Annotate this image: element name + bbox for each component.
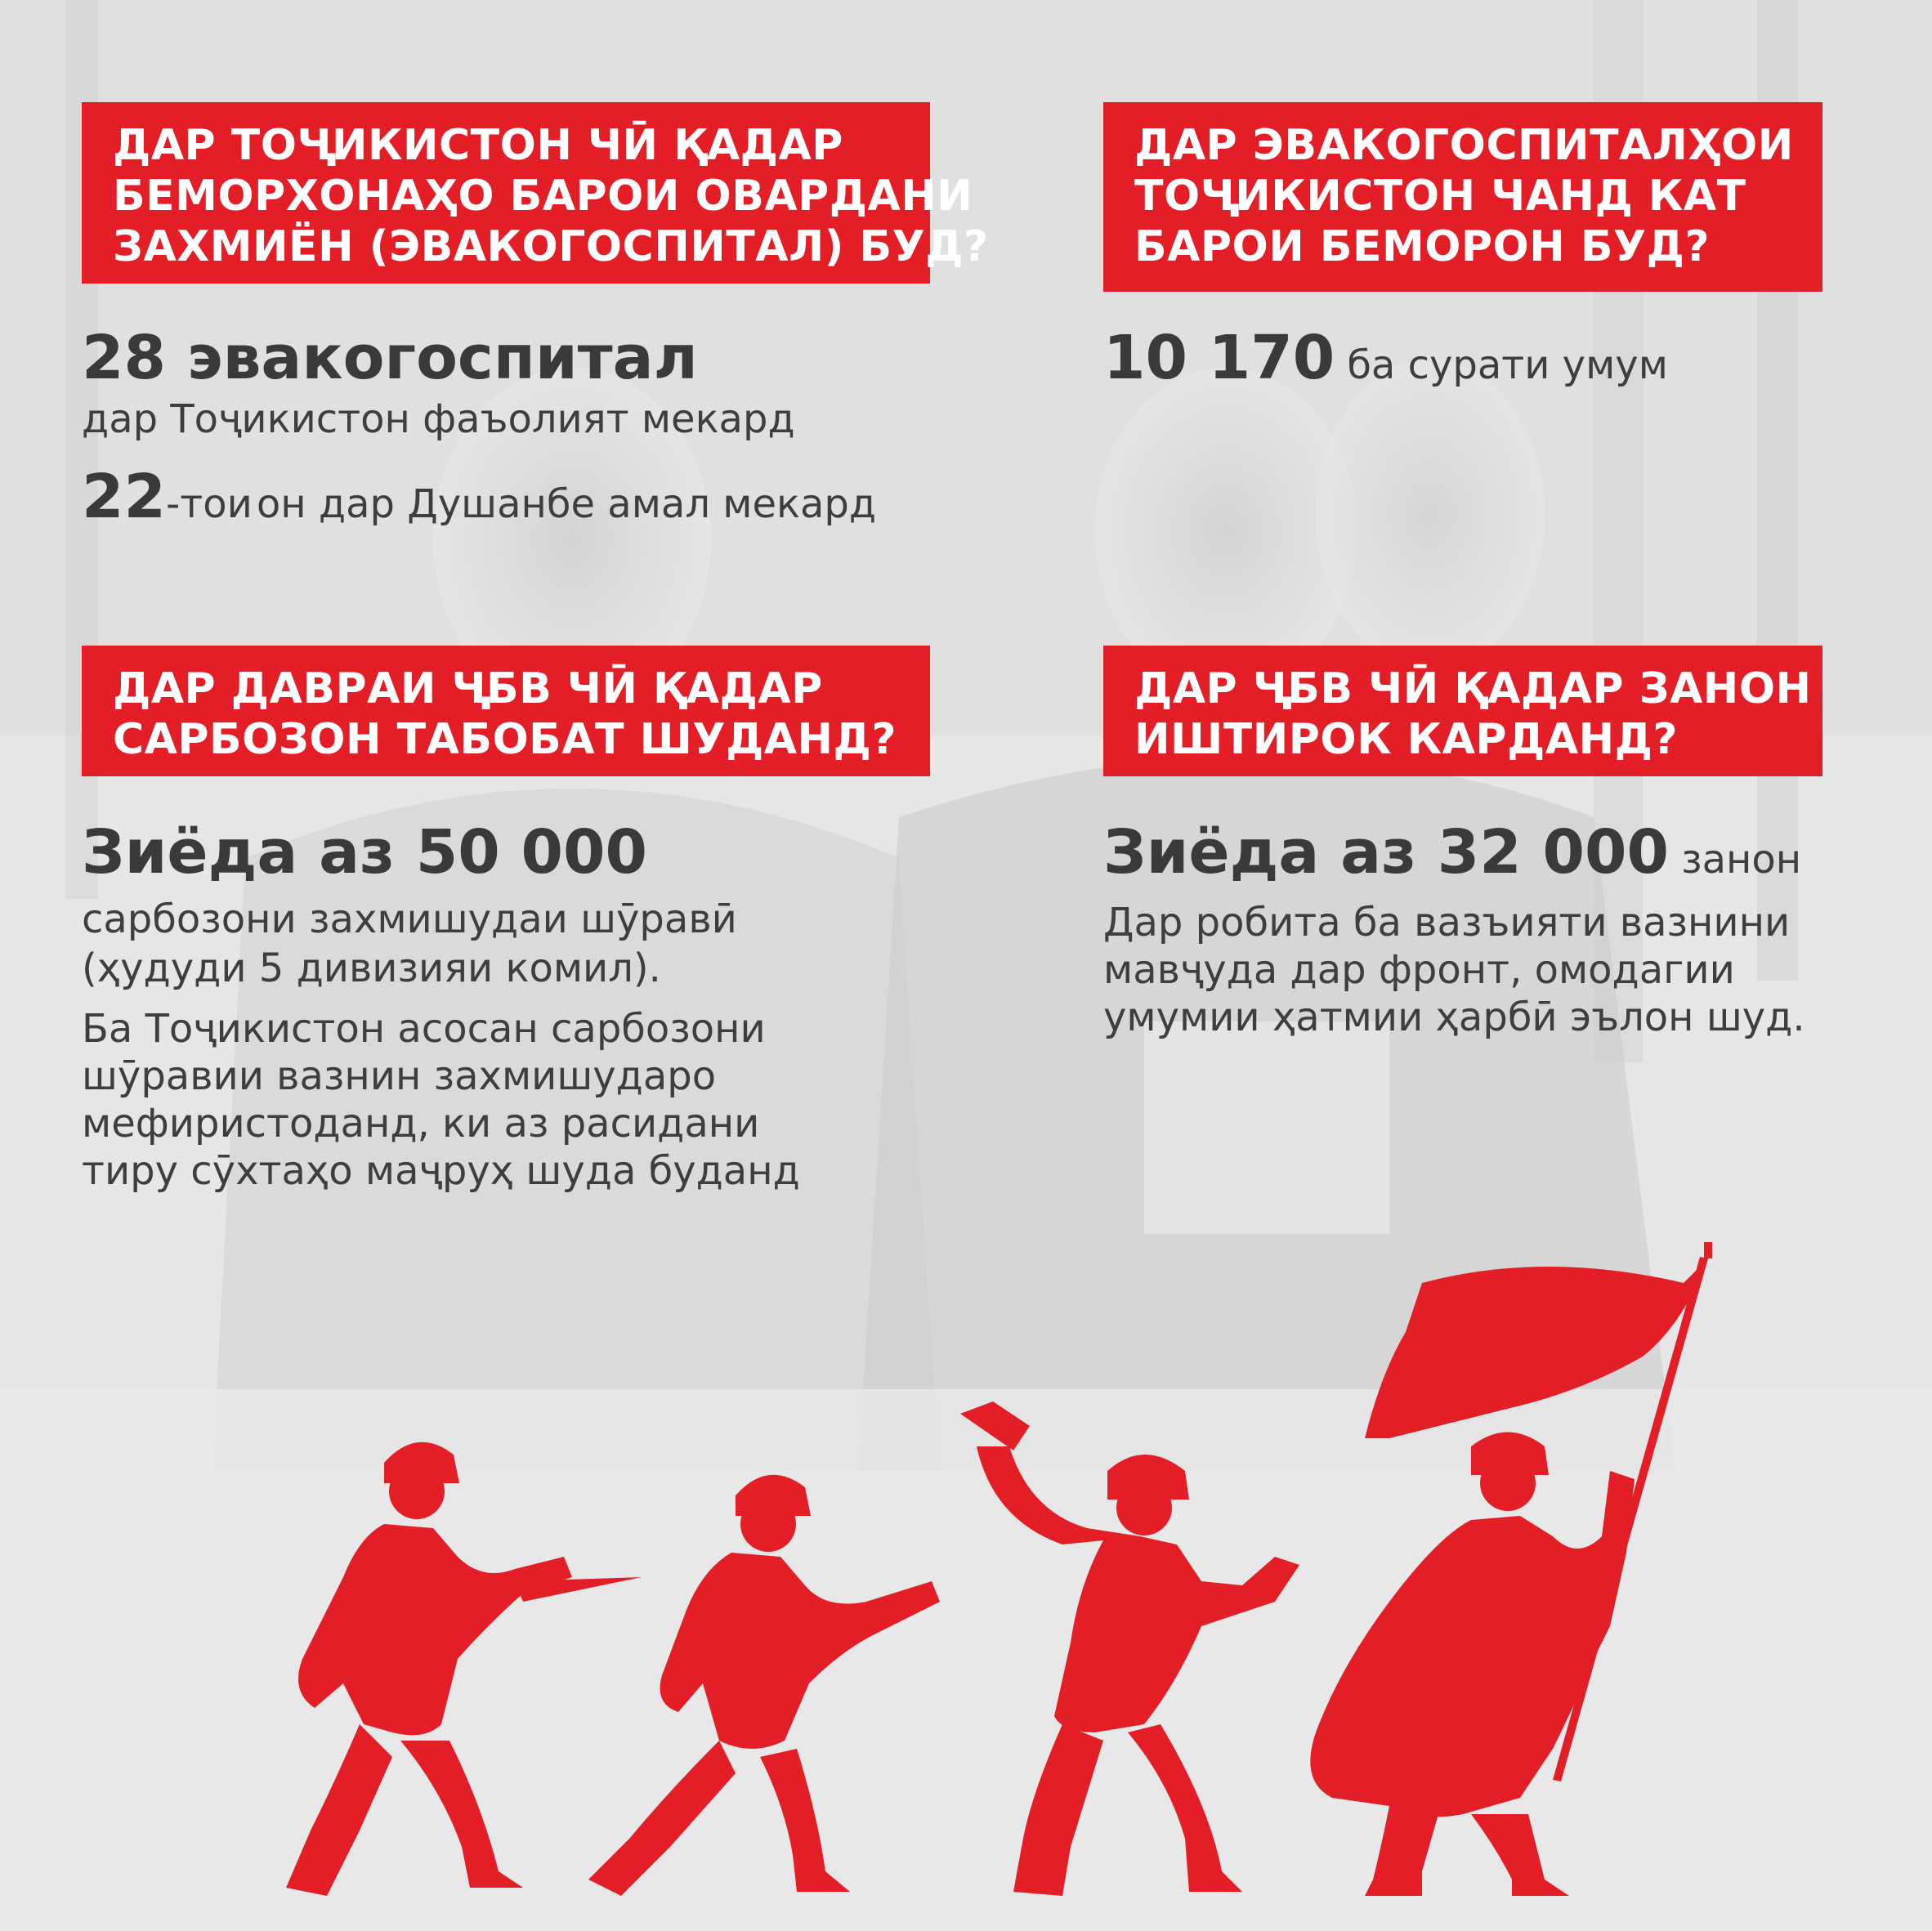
question-line: САРБОЗОН ТАБОБАТ ШУДАНД?: [113, 715, 897, 764]
sub-line: (ҳудуди 5 дивизияи комил).: [82, 945, 661, 991]
question-line: ИШТИРОК КАРДАНД?: [1134, 715, 1679, 764]
question-line: ДАР ЭВАКОГОСПИТАЛҲОИ: [1134, 121, 1794, 170]
detail-line: шӯравии вазнин захмишударо: [82, 1053, 717, 1099]
detail-line: мефиристоданд, ки аз расидани: [82, 1101, 760, 1147]
question-line: ДАР ДАВРАИ ҶБВ ЧӢ ҚАДАР: [113, 664, 823, 713]
headline-women: Зиёда аз 32 000: [1103, 817, 1669, 887]
detail-line: мавҷуда дар фронт, омодагии: [1103, 947, 1735, 993]
detail-line: Ба Тоҷикистон асосан сарбозони: [82, 1006, 766, 1052]
headline-hospitals: 28 эвакогоспитал: [82, 323, 698, 393]
question-line: ТОҶИКИСТОН ЧАНД КАТ: [1134, 172, 1746, 221]
second-text: он дар Душанбе амал мекард: [256, 481, 877, 527]
second-number: 22: [82, 462, 166, 532]
headline-beds: 10 170: [1103, 323, 1335, 393]
sub-line: сарбозони захмишудаи шӯравӣ: [82, 896, 737, 942]
detail-line: тиру сӯхтаҳо маҷруҳ шуда буданд: [82, 1148, 800, 1194]
headline-women-suffix: занон: [1681, 837, 1802, 883]
question-line: ДАР ТОҶИКИСТОН ЧӢ ҚАДАР: [113, 121, 843, 170]
question-line: ЗАХМИЁН (ЭВАКОГОСПИТАЛ) БУД?: [113, 222, 989, 271]
sub-hospitals: дар Тоҷикистон фаъолият мекард: [82, 396, 795, 442]
soldier-figure: [588, 1475, 940, 1896]
question-line: БЕМОРХОНАҲО БАРОИ ОВАРДАНИ: [113, 172, 973, 221]
question-line: ДАР ҶБВ ЧӢ ҚАДАР ЗАНОН: [1134, 664, 1812, 713]
headline-soldiers: Зиёда аз 50 000: [82, 817, 647, 887]
headline-beds-suffix: ба сурати умум: [1347, 342, 1668, 388]
flag-bearer-figure: [1310, 1242, 1712, 1896]
soldier-figure: [960, 1401, 1299, 1896]
detail-line: Дар робита ба вазъияти вазнини: [1103, 900, 1791, 945]
detail-line: умумии ҳатмии ҳарбӣ эълон шуд.: [1103, 995, 1805, 1040]
second-suffix: -тои: [165, 481, 253, 527]
soldier-figure: [286, 1442, 642, 1896]
question-line: БАРОИ БЕМОРОН БУД?: [1134, 222, 1711, 271]
